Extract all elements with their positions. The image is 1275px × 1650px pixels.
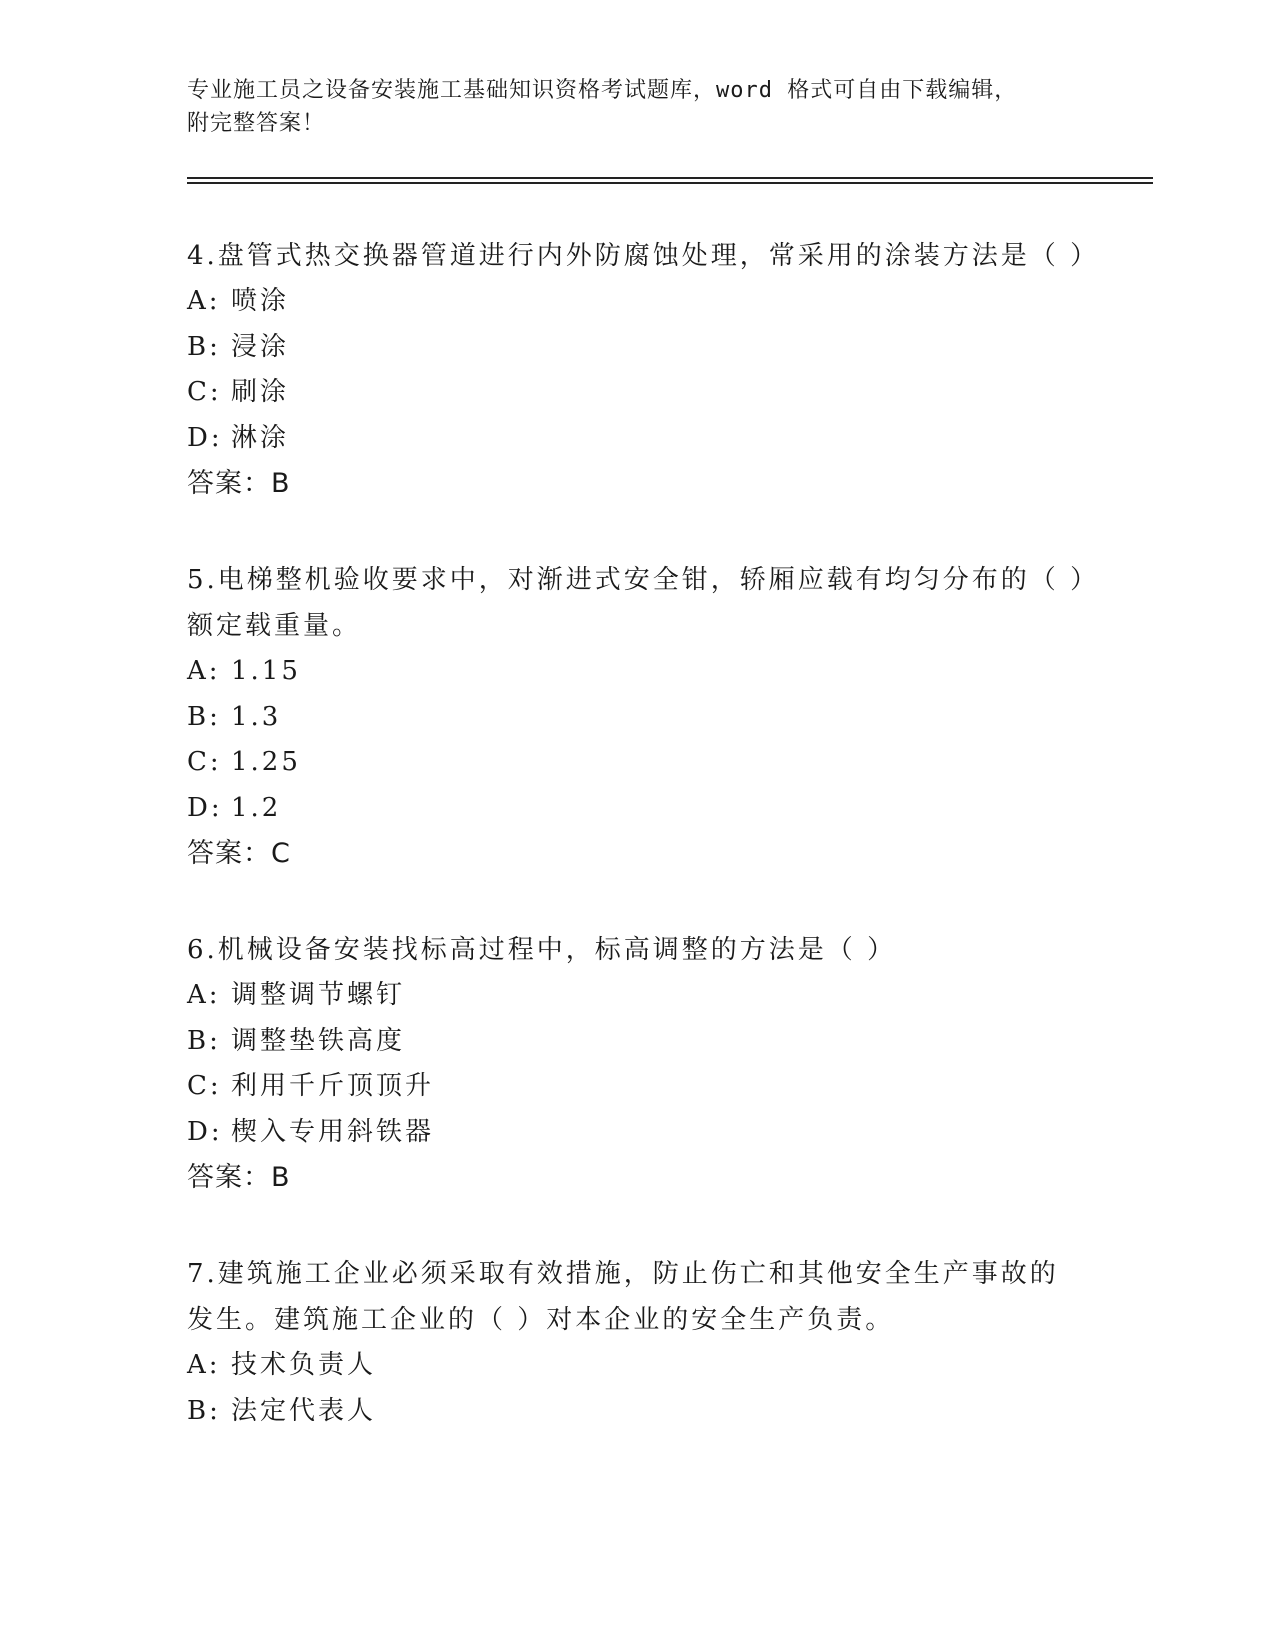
- option-text: 利用千斤顶顶升: [231, 1071, 435, 1101]
- option-letter: D:: [187, 792, 223, 823]
- option-b: [187, 1389, 1087, 1435]
- option-text: 1.25: [231, 747, 301, 777]
- answer-line: 答案：B: [187, 1162, 291, 1193]
- option-d: [187, 786, 1087, 832]
- question-stem: 5.电梯整机验收要求中，对渐进式安全钳，轿厢应载有均匀分布的（ ）额定载重量。: [187, 565, 1087, 641]
- option-c: [187, 1064, 1087, 1110]
- option-letter: D:: [187, 422, 223, 453]
- option-c: [187, 740, 1087, 786]
- question-stem: 7.建筑施工企业必须采取有效措施，防止伤亡和其他安全生产事故的发生。建筑施工企业的（ ）对本企业的安全生产负责。: [187, 1259, 1059, 1335]
- option-text: 1.15: [231, 656, 301, 686]
- answer-line: 答案：C: [187, 838, 291, 869]
- option-text: 楔入专用斜铁器: [231, 1116, 435, 1147]
- option-letter: B:: [187, 1395, 221, 1426]
- question-7: [187, 1251, 1087, 1434]
- question-stem: 4.盘管式热交换器管道进行内外防腐蚀处理，常采用的涂装方法是（ ）: [187, 241, 1100, 271]
- question-list: [187, 233, 1100, 1484]
- question-5: [187, 557, 1087, 877]
- option-a: [187, 279, 1087, 325]
- option-letter: B:: [187, 331, 221, 362]
- option-letter: B:: [187, 1025, 221, 1056]
- option-a: [187, 649, 1087, 695]
- option-a: [187, 973, 1087, 1019]
- option-text: 调整调节螺钉: [231, 980, 406, 1010]
- option-b: [187, 1019, 1087, 1065]
- option-d: [187, 1110, 1087, 1156]
- option-letter: C:: [187, 747, 222, 777]
- option-b: [187, 325, 1087, 371]
- option-letter: C:: [187, 1071, 222, 1101]
- header-note-line-1: 专业施工员之设备安装施工基础知识资格考试题库，word 格式可自由下载编辑，: [187, 78, 1018, 103]
- option-text: 1.2: [231, 792, 282, 823]
- option-letter: A:: [187, 980, 221, 1010]
- option-letter: D:: [187, 1116, 223, 1147]
- option-letter: C:: [187, 377, 222, 407]
- option-letter: B:: [187, 701, 221, 732]
- option-text: 技术负责人: [231, 1350, 377, 1380]
- option-text: 淋涂: [231, 422, 290, 453]
- question-4: [187, 233, 1100, 507]
- header-divider-bottom: [187, 182, 1153, 184]
- option-d: [187, 416, 1087, 462]
- header-note-line-2: 附完整答案！: [187, 111, 326, 136]
- option-text: 浸涂: [231, 331, 290, 362]
- option-letter: A:: [187, 286, 221, 316]
- option-b: [187, 695, 1087, 741]
- option-text: 1.3: [231, 701, 282, 732]
- option-text: 喷涂: [231, 286, 290, 316]
- header-note: [187, 74, 1067, 140]
- option-text: 刷涂: [231, 377, 290, 407]
- option-c: [187, 370, 1087, 416]
- option-text: 法定代表人: [231, 1395, 377, 1426]
- option-letter: A:: [187, 1350, 221, 1380]
- question-stem: 6.机械设备安装找标高过程中，标高调整的方法是（ ）: [187, 935, 897, 965]
- header-divider-top: [187, 177, 1153, 179]
- question-6: [187, 927, 1087, 1201]
- option-text: 调整垫铁高度: [231, 1025, 406, 1056]
- answer-line: 答案：B: [187, 468, 291, 499]
- option-letter: A:: [187, 656, 221, 686]
- option-a: [187, 1343, 1087, 1389]
